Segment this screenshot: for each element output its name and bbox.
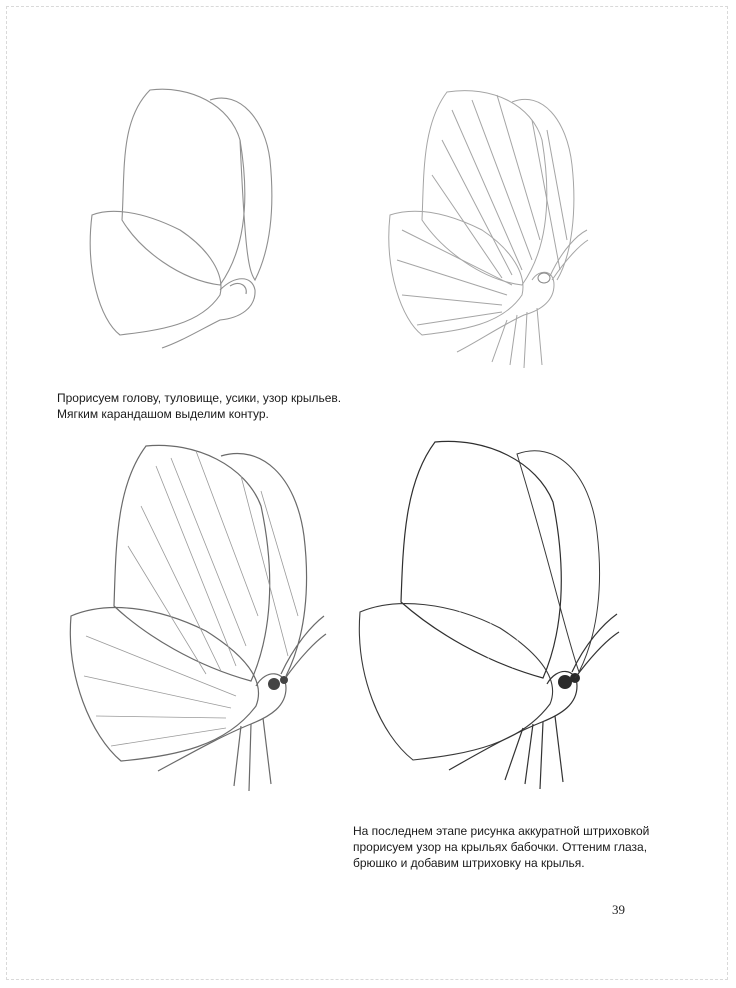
caption-step-3-line-1: Прорисуем голову, туловище, усики, узор крыльев. [57,391,342,405]
caption-step-4-line-3: брюшко и добавим штриховку на крылья. [353,856,585,870]
caption-step-4 [353,823,673,871]
butterfly-drawing-step-4 [355,432,625,792]
butterfly-sketch-step-1 [80,80,280,355]
caption-step-3 [57,390,357,422]
caption-step-4-line-2: прорисуем узор на крыльях бабочки. Оттеним глаза, [353,840,648,854]
butterfly-drawing-step-3 [66,436,328,796]
caption-step-3-line-2: Мягким карандашом выделим контур. [57,407,269,421]
butterfly-sketch-step-2 [382,80,592,370]
caption-step-4-line-1: На последнем этапе рисунка аккуратной штриховкой [353,824,650,838]
page-number: 39 [612,902,625,917]
